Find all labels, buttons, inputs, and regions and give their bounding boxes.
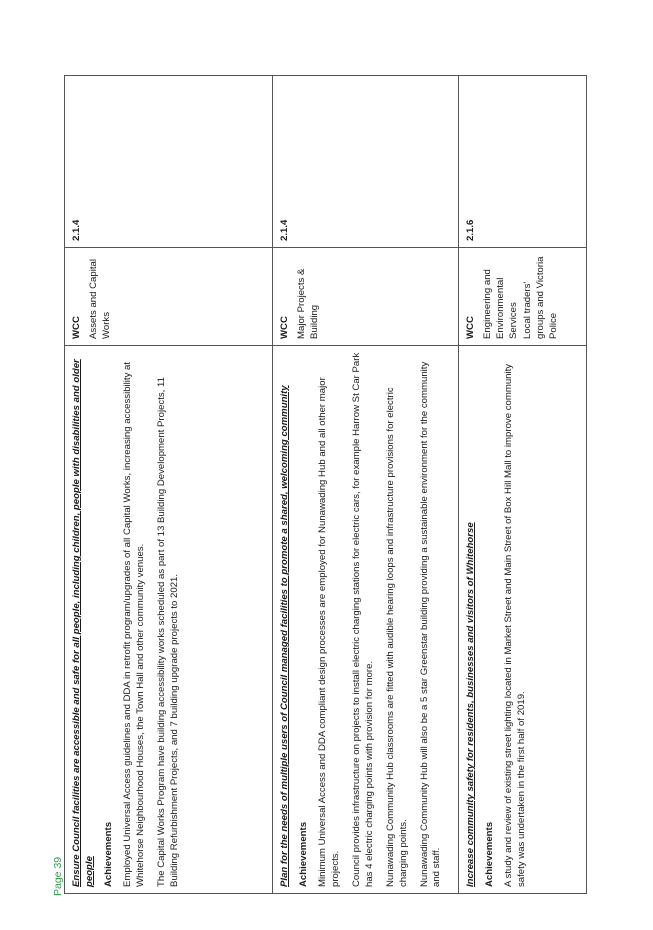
page-number: Page 39 <box>52 856 64 896</box>
achievement-text: Minimum Universal Access and DDA compliant design processes are employed for Nunawading Hub and all other major projects. <box>316 377 341 887</box>
achievements-heading: Achievements <box>484 821 496 887</box>
achievement-text: A study and review of existing street lighting located in Market Street and Main Street of Box Hill Mall to improve community safety was undertaken in the first half of 2019. <box>503 363 528 887</box>
action-plan-table-container <box>64 76 574 894</box>
action-cell <box>459 346 587 894</box>
achievements-heading: Achievements <box>102 821 114 887</box>
reference-cell <box>459 76 587 248</box>
responsible-party: WCC <box>465 316 477 339</box>
action-goal: Increase community safety for residents, businesses and visitors of Whitehorse <box>465 522 477 887</box>
responsible-party: WCC <box>279 316 290 339</box>
responsible-party: WCC <box>71 316 82 339</box>
reference-cell <box>273 76 459 248</box>
table-row <box>65 76 273 894</box>
responsibility-cell <box>459 248 587 346</box>
table-row <box>273 76 459 894</box>
achievement-text: Council provides infrastructure on projects to install electric charging stations for electric cars, for example Harrow St Car Park has 4 electric charging points with provision for more. <box>350 352 375 887</box>
department: Major Projects & Building <box>295 268 320 339</box>
action-goal: Plan for the needs of multiple users of Council managed facilities to promote a shared, welcoming community <box>279 385 290 887</box>
action-cell <box>273 346 459 894</box>
action-plan-table <box>64 75 587 894</box>
department: Assets and Capital Works <box>87 259 112 339</box>
achievements-heading: Achievements <box>297 821 309 887</box>
plan-reference-code: 2.1.6 <box>465 219 477 241</box>
responsibility-cell <box>65 248 273 346</box>
table-row <box>459 76 587 894</box>
action-goal: Ensure Council facilities are accessible and safe for all people, including children, people with disabilities and older people <box>71 359 95 887</box>
responsibility-cell <box>273 248 459 346</box>
plan-reference-code: 2.1.4 <box>71 219 82 241</box>
achievement-text: The Capital Works Program have building accessibility works scheduled as part of 13 Building Development Projects, 11 Building Refurbishment Projects, and 7 building upgrade projects to 2021. <box>155 377 180 887</box>
achievement-text: Nunawading Community Hub classrooms are fitted with audible hearing loops and infrastructure provisions for electric charging points. <box>384 387 409 887</box>
achievement-text: Employed Universal Access guidelines and DDA in retrofit program/upgrades of all Capital Works, increasing accessibility at Whitehorse Neighbourhood Houses, the Town Hall and other community venues. <box>121 361 146 887</box>
action-cell <box>65 346 273 894</box>
plan-reference-code: 2.1.4 <box>279 219 290 241</box>
reference-cell <box>65 76 273 248</box>
department: Local traders’ groups and Victoria Police <box>522 256 559 339</box>
achievement-text: Nunawading Community Hub will also be a 5 star Greenstar building providing a sustainable environment for the community and staff. <box>418 361 443 887</box>
department: Engineering and Environmental Services <box>482 269 520 339</box>
